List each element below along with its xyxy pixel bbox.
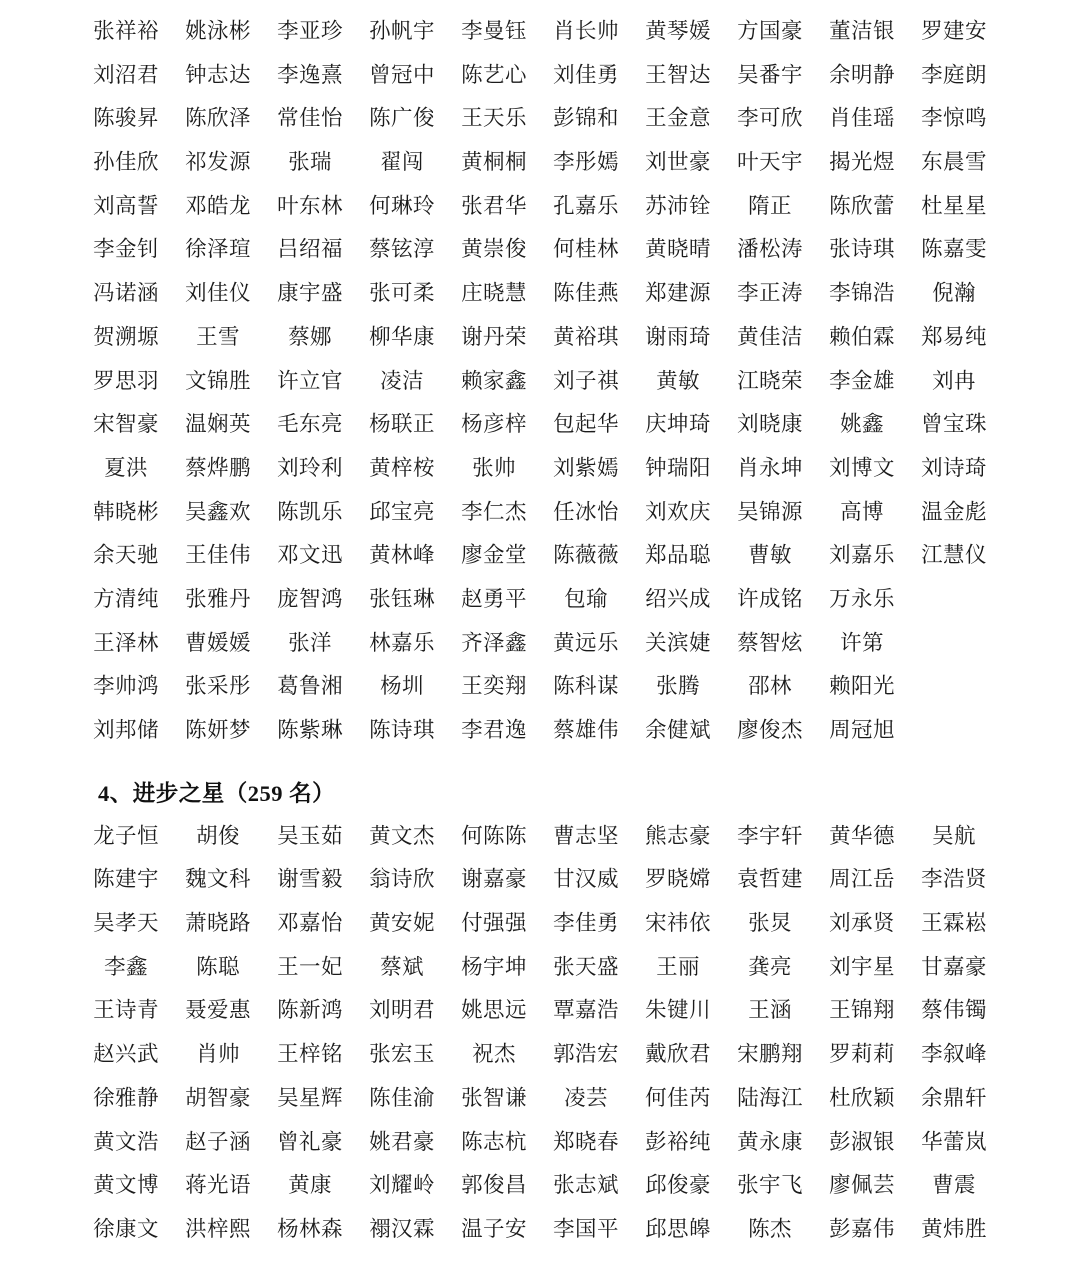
name-cell: 李金钊	[93, 237, 159, 262]
name-cell: 黄炜胜	[921, 1216, 987, 1241]
name-cell: 黄桐桐	[461, 150, 527, 175]
name-cell: 郭俊昌	[461, 1173, 527, 1198]
name-cell: 郑晓春	[553, 1129, 619, 1154]
name-cell: 钟瑞阳	[645, 455, 711, 480]
name-cell: 毛东亮	[277, 412, 343, 437]
name-cell: 李浩贤	[921, 867, 987, 892]
name-cell: 关滨婕	[645, 630, 711, 655]
name-cell: 彭锦和	[553, 106, 619, 131]
name-cell: 张宏玉	[369, 1042, 435, 1067]
name-cell: 方国豪	[737, 19, 803, 43]
name-cell: 郑品聪	[645, 543, 711, 568]
section-heading-progress-star: 4、进步之星（259 名）	[98, 780, 336, 806]
name-cell: 黄文博	[93, 1173, 159, 1198]
name-cell: 倪瀚	[932, 281, 976, 306]
name-cell: 李锦浩	[829, 281, 895, 306]
name-cell: 肖长帅	[553, 19, 619, 43]
name-cell: 郭浩宏	[553, 1042, 619, 1067]
name-cell: 何桂林	[553, 237, 619, 262]
name-cell: 王佳伟	[185, 543, 251, 568]
name-cell: 张宇飞	[737, 1173, 803, 1198]
name-cell: 付强强	[461, 911, 527, 936]
name-cell: 余健斌	[645, 718, 711, 742]
name-cell: 陈骏昇	[93, 106, 159, 131]
name-cell: 陈欣泽	[185, 106, 251, 131]
name-cell: 周江岳	[829, 867, 895, 892]
name-cell: 夏洪	[104, 455, 148, 480]
name-cell: 黄永康	[737, 1129, 803, 1154]
name-cell: 刘承贤	[829, 911, 895, 936]
name-cell: 刘诗琦	[921, 455, 987, 480]
name-cell: 张钰琳	[369, 586, 435, 611]
name-cell: 钟志达	[185, 62, 251, 87]
name-cell: 刘晓康	[737, 412, 803, 437]
name-cell: 陈紫琳	[277, 718, 343, 742]
name-cell: 李庭朗	[921, 62, 987, 87]
name-cell: 曹敏	[748, 543, 792, 568]
name-cell: 刘明君	[369, 998, 435, 1023]
name-cell: 谢雪毅	[277, 867, 343, 892]
name-cell: 江慧仪	[921, 543, 987, 568]
name-cell: 华蕾岚	[921, 1129, 987, 1154]
name-cell: 徐康文	[93, 1216, 159, 1241]
name-cell: 黄琴媛	[645, 19, 711, 43]
roster-section-continued	[80, 0, 1000, 753]
name-cell: 苏沛铨	[645, 193, 711, 218]
name-cell: 曾宝珠	[921, 412, 987, 437]
name-cell: 陈欣蕾	[829, 193, 895, 218]
name-cell: 邓嘉怡	[277, 911, 343, 936]
name-cell: 蔡智炫	[737, 630, 803, 655]
name-cell: 吴孝天	[93, 911, 159, 936]
name-cell: 黄文浩	[93, 1129, 159, 1154]
name-cell: 宋祎依	[645, 911, 711, 936]
name-cell: 江晓荣	[737, 368, 803, 393]
name-grid-progress-star	[80, 815, 1000, 1252]
name-cell: 赵兴武	[93, 1042, 159, 1067]
name-cell: 胡智豪	[185, 1085, 251, 1110]
name-cell: 韩晓彬	[93, 499, 159, 524]
name-cell: 洪梓熙	[185, 1216, 251, 1241]
name-cell: 杨联正	[369, 412, 435, 437]
name-cell: 覃嘉浩	[553, 998, 619, 1023]
name-cell: 朱键川	[645, 998, 711, 1023]
name-cell: 张采彤	[185, 674, 251, 699]
name-cell: 翁诗欣	[369, 867, 435, 892]
name-cell: 王奕翔	[461, 674, 527, 699]
name-cell: 曹志坚	[553, 823, 619, 848]
name-cell: 彭嘉伟	[829, 1216, 895, 1241]
name-cell: 李曼钰	[461, 19, 527, 43]
name-cell: 邓文迅	[277, 543, 343, 568]
name-cell: 袁哲建	[737, 867, 803, 892]
name-cell: 王金意	[645, 106, 711, 131]
name-cell: 彭淑银	[829, 1129, 895, 1154]
name-cell: 吴番宇	[737, 62, 803, 87]
name-cell: 蔡铉淳	[369, 237, 435, 262]
name-cell: 张雅丹	[185, 586, 251, 611]
name-cell: 姚鑫	[840, 412, 884, 437]
name-cell: 翟闯	[380, 150, 424, 175]
name-cell: 李仁杰	[461, 499, 527, 524]
name-cell: 黄晓晴	[645, 237, 711, 262]
name-cell: 吕绍福	[277, 237, 343, 262]
name-cell: 陈妍梦	[185, 718, 251, 742]
name-cell: 任冰怡	[553, 499, 619, 524]
name-cell: 蔡雄伟	[553, 718, 619, 742]
name-cell: 肖永坤	[737, 455, 803, 480]
name-cell: 邱俊豪	[645, 1173, 711, 1198]
name-cell: 庄晓慧	[461, 281, 527, 306]
name-cell: 张瑞	[288, 150, 332, 175]
name-cell: 聂爱惠	[185, 998, 251, 1023]
name-cell: 何琳玲	[369, 193, 435, 218]
name-cell: 刘博文	[829, 455, 895, 480]
name-cell: 林嘉乐	[369, 630, 435, 655]
name-cell: 张洋	[288, 630, 332, 655]
name-cell: 吴锦源	[737, 499, 803, 524]
name-cell: 戴欣君	[645, 1042, 711, 1067]
roster-section-progress-star	[80, 763, 1000, 1252]
name-cell: 刘耀岭	[369, 1173, 435, 1198]
name-cell: 王梓铭	[277, 1042, 343, 1067]
name-cell: 谢丹荣	[461, 324, 527, 349]
name-cell: 刘邦储	[93, 718, 159, 742]
name-cell: 揭光煜	[829, 150, 895, 175]
name-cell: 罗建安	[921, 19, 987, 43]
name-cell: 甘汉威	[553, 867, 619, 892]
name-cell: 曹媛媛	[185, 630, 251, 655]
name-cell: 杨圳	[380, 674, 424, 699]
name-cell: 刘冉	[932, 368, 976, 393]
name-cell: 方清纯	[93, 586, 159, 611]
name-cell: 姚思远	[461, 998, 527, 1023]
name-cell: 王天乐	[461, 106, 527, 131]
name-cell: 王丽	[656, 954, 700, 979]
name-cell: 余明静	[829, 62, 895, 87]
name-cell: 陈诗琪	[369, 718, 435, 742]
name-cell: 何陈陈	[461, 823, 527, 848]
name-cell: 陈薇薇	[553, 543, 619, 568]
name-cell: 黄文杰	[369, 823, 435, 848]
name-cell: 刘世豪	[645, 150, 711, 175]
name-cell: 李宇轩	[737, 823, 803, 848]
name-cell: 曹震	[932, 1173, 976, 1198]
name-cell: 周冠旭	[829, 718, 895, 742]
name-cell: 张志斌	[553, 1173, 619, 1198]
name-cell: 郑建源	[645, 281, 711, 306]
name-cell: 李惊鸣	[921, 106, 987, 131]
name-cell: 赖家鑫	[461, 368, 527, 393]
name-cell: 黄康	[288, 1173, 332, 1198]
name-cell: 杜星星	[921, 193, 987, 218]
name-cell: 李金雄	[829, 368, 895, 393]
name-cell: 陆海江	[737, 1085, 803, 1110]
name-cell: 禤汉霖	[369, 1216, 435, 1241]
name-cell: 孙帆宇	[369, 19, 435, 43]
name-cell: 东晨雪	[921, 150, 987, 175]
name-cell: 孙佳欣	[93, 150, 159, 175]
name-cell: 张腾	[656, 674, 700, 699]
name-cell: 李佳勇	[553, 911, 619, 936]
name-cell: 冯诺涵	[93, 281, 159, 306]
name-cell: 吴鑫欢	[185, 499, 251, 524]
name-cell: 陈杰	[748, 1216, 792, 1241]
name-cell: 齐泽鑫	[461, 630, 527, 655]
name-cell: 隋正	[748, 193, 792, 218]
name-cell: 康宇盛	[277, 281, 343, 306]
name-cell: 张诗琪	[829, 237, 895, 262]
name-cell: 李正涛	[737, 281, 803, 306]
name-cell: 潘松涛	[737, 237, 803, 262]
name-cell: 赵子涵	[185, 1129, 251, 1154]
name-cell: 许立官	[277, 368, 343, 393]
name-cell: 邱思皞	[645, 1216, 711, 1241]
name-cell: 陈艺心	[461, 62, 527, 87]
name-cell: 陈新鸿	[277, 998, 343, 1023]
name-cell: 王锦翔	[829, 998, 895, 1023]
name-cell: 黄梓桉	[369, 455, 435, 480]
name-cell: 熊志豪	[645, 823, 711, 848]
name-cell: 陈佳燕	[553, 281, 619, 306]
name-cell: 庞智鸿	[277, 586, 343, 611]
name-cell: 李国平	[553, 1216, 619, 1241]
name-cell: 罗莉莉	[829, 1042, 895, 1067]
name-cell: 许第	[840, 630, 884, 655]
name-cell: 赖伯霖	[829, 324, 895, 349]
name-cell: 吴星辉	[277, 1085, 343, 1110]
name-cell: 龚亮	[748, 954, 792, 979]
name-cell: 曾冠中	[369, 62, 435, 87]
name-cell: 张祥裕	[93, 19, 159, 43]
name-cell: 陈志杭	[461, 1129, 527, 1154]
name-cell: 葛鲁湘	[277, 674, 343, 699]
name-cell: 廖金堂	[461, 543, 527, 568]
name-cell: 王涵	[748, 998, 792, 1023]
name-cell: 王诗青	[93, 998, 159, 1023]
name-cell: 万永乐	[829, 586, 895, 611]
section-spacer	[80, 753, 1000, 763]
name-cell: 李鑫	[104, 954, 148, 979]
name-cell: 刘紫嫣	[553, 455, 619, 480]
name-cell: 谢嘉豪	[461, 867, 527, 892]
name-cell: 绍兴成	[645, 586, 711, 611]
name-cell: 郑易纯	[921, 324, 987, 349]
name-cell: 蔡烨鹏	[185, 455, 251, 480]
name-cell: 邓皓龙	[185, 193, 251, 218]
name-cell: 蔡伟镯	[921, 998, 987, 1023]
name-cell: 祝杰	[472, 1042, 516, 1067]
name-cell: 黄林峰	[369, 543, 435, 568]
name-cell: 祁发源	[185, 150, 251, 175]
name-cell: 陈佳渝	[369, 1085, 435, 1110]
name-cell: 文锦胜	[185, 368, 251, 393]
name-cell-empty	[908, 665, 1000, 709]
name-cell: 陈嘉雯	[921, 237, 987, 262]
name-cell: 刘宇星	[829, 954, 895, 979]
name-cell: 杜欣颖	[829, 1085, 895, 1110]
name-cell: 凌洁	[380, 368, 424, 393]
name-cell: 张可柔	[369, 281, 435, 306]
name-cell: 黄崇俊	[461, 237, 527, 262]
name-cell: 柳华康	[369, 324, 435, 349]
name-cell: 胡俊	[196, 823, 240, 848]
name-cell: 李可欣	[737, 106, 803, 131]
name-cell: 张君华	[461, 193, 527, 218]
name-cell-empty	[908, 578, 1000, 622]
name-cell-empty	[908, 622, 1000, 666]
name-cell: 张帅	[472, 455, 516, 480]
name-cell: 赖阳光	[829, 674, 895, 699]
name-cell: 蒋光语	[185, 1173, 251, 1198]
name-cell: 张炅	[748, 911, 792, 936]
name-cell: 余鼎轩	[921, 1085, 987, 1110]
name-cell: 甘嘉豪	[921, 954, 987, 979]
name-cell: 吴玉茹	[277, 823, 343, 848]
name-cell: 廖佩芸	[829, 1173, 895, 1198]
name-cell: 杨彦梓	[461, 412, 527, 437]
name-cell: 刘佳勇	[553, 62, 619, 87]
name-cell: 肖佳瑶	[829, 106, 895, 131]
name-cell: 何佳芮	[645, 1085, 711, 1110]
name-cell: 包起华	[553, 412, 619, 437]
name-cell: 李逸熹	[277, 62, 343, 87]
name-cell: 黄敏	[656, 368, 700, 393]
name-cell: 姚泳彬	[185, 19, 251, 43]
name-cell: 黄安妮	[369, 911, 435, 936]
name-cell: 宋智豪	[93, 412, 159, 437]
name-cell: 刘玲利	[277, 455, 343, 480]
name-cell: 陈凯乐	[277, 499, 343, 524]
name-cell: 吴航	[932, 823, 976, 848]
name-cell: 刘子祺	[553, 368, 619, 393]
name-cell: 李叙峰	[921, 1042, 987, 1067]
name-cell: 王泽林	[93, 630, 159, 655]
name-cell: 王雪	[196, 324, 240, 349]
name-cell: 黄华德	[829, 823, 895, 848]
name-cell: 温娴英	[185, 412, 251, 437]
name-cell: 龙子恒	[93, 823, 159, 848]
name-cell: 叶东林	[277, 193, 343, 218]
name-cell: 肖帅	[196, 1042, 240, 1067]
name-cell: 高博	[840, 499, 884, 524]
name-cell: 凌芸	[564, 1085, 608, 1110]
name-cell: 杨宇坤	[461, 954, 527, 979]
name-cell: 廖俊杰	[737, 718, 803, 742]
name-cell: 王一妃	[277, 954, 343, 979]
name-cell: 姚君豪	[369, 1129, 435, 1154]
name-cell: 黄佳洁	[737, 324, 803, 349]
name-cell: 陈科谋	[553, 674, 619, 699]
name-cell: 刘高誓	[93, 193, 159, 218]
name-cell: 庆坤琦	[645, 412, 711, 437]
name-cell-empty	[908, 709, 1000, 753]
name-cell: 宋鹏翔	[737, 1042, 803, 1067]
name-cell: 邱宝亮	[369, 499, 435, 524]
name-cell: 贺溯塬	[93, 324, 159, 349]
name-cell: 刘沼君	[93, 62, 159, 87]
name-cell: 徐雅静	[93, 1085, 159, 1110]
name-cell: 李亚珍	[277, 19, 343, 43]
name-cell: 陈聪	[196, 954, 240, 979]
name-cell: 温金彪	[921, 499, 987, 524]
name-cell: 魏文科	[185, 867, 251, 892]
name-cell: 温子安	[461, 1216, 527, 1241]
name-cell: 罗思羽	[93, 368, 159, 393]
name-cell: 陈广俊	[369, 106, 435, 131]
name-cell: 彭裕纯	[645, 1129, 711, 1154]
name-cell: 蔡斌	[380, 954, 424, 979]
name-cell: 许成铭	[737, 586, 803, 611]
name-cell: 李彤嫣	[553, 150, 619, 175]
name-cell: 李帅鸿	[93, 674, 159, 699]
name-cell: 包瑜	[564, 586, 608, 611]
name-cell: 萧晓路	[185, 911, 251, 936]
name-cell: 曾礼豪	[277, 1129, 343, 1154]
name-cell: 黄裕琪	[553, 324, 619, 349]
name-cell: 王霖崧	[921, 911, 987, 936]
name-cell: 赵勇平	[461, 586, 527, 611]
name-cell: 李君逸	[461, 718, 527, 742]
name-cell: 余天驰	[93, 543, 159, 568]
name-cell: 张天盛	[553, 954, 619, 979]
name-cell: 张智谦	[461, 1085, 527, 1110]
name-cell: 孔嘉乐	[553, 193, 619, 218]
name-cell: 王智达	[645, 62, 711, 87]
name-cell: 谢雨琦	[645, 324, 711, 349]
name-cell: 黄远乐	[553, 630, 619, 655]
name-cell: 杨林森	[277, 1216, 343, 1241]
name-cell: 邵林	[748, 674, 792, 699]
name-cell: 刘嘉乐	[829, 543, 895, 568]
name-cell: 常佳怡	[277, 106, 343, 131]
name-cell: 刘欢庆	[645, 499, 711, 524]
name-cell: 罗晓嫦	[645, 867, 711, 892]
name-cell: 刘佳仪	[185, 281, 251, 306]
name-cell: 叶天宇	[737, 150, 803, 175]
name-cell: 董洁银	[829, 19, 895, 43]
name-cell: 蔡娜	[288, 324, 332, 349]
name-cell: 徐泽瑄	[185, 237, 251, 262]
name-grid-continued	[80, 10, 1000, 753]
name-cell: 陈建宇	[93, 867, 159, 892]
